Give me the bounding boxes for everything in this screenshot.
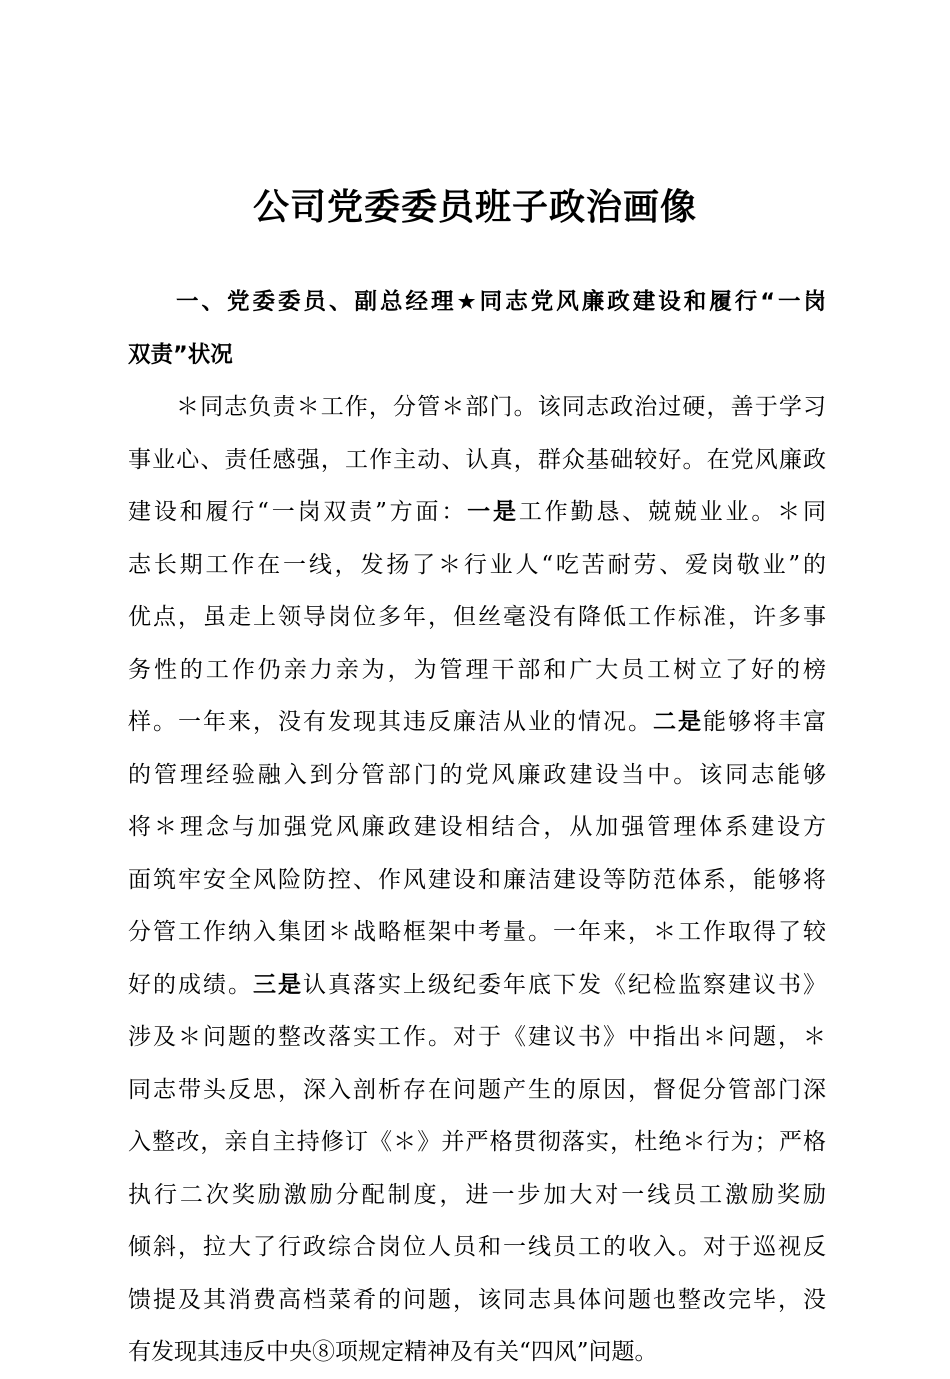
paragraph-line — [128, 1274, 826, 1327]
paragraph-text: 有发现其违反中央⑧项规定精神及有关“四风”问题。 — [128, 1339, 658, 1365]
paragraph-line — [128, 854, 826, 907]
section-heading — [128, 276, 826, 381]
paragraph-text: 涉及＊问题的整改落实工作。对于《建议书》中指出＊问题，＊ — [128, 1024, 826, 1050]
paragraph-text: 好的成绩。 — [128, 971, 253, 998]
paragraph-text: 的管理经验融入到分管部门的党风廉政建设当中。该同志能够 — [128, 761, 826, 788]
section-heading-line: 双责”状况 — [128, 341, 233, 368]
paragraph-text: 同志带头反思，深入剖析存在问题产生的原因，督促分管部门深 — [128, 1076, 826, 1103]
point-label-third: 三是 — [253, 970, 303, 998]
paragraph-line — [128, 381, 826, 434]
paragraph-line — [128, 1221, 826, 1274]
paragraph-text: 认真落实上级纪委年底下发《纪检监察建议书》 — [303, 971, 826, 998]
paragraph-line — [128, 1169, 826, 1222]
paragraph-text: ＊同志负责＊工作，分管＊部门。该同志政治过硬，善于学习 — [176, 394, 826, 420]
paragraph-line — [128, 1116, 826, 1169]
document-title: 公司党委委员班子政治画像 — [252, 187, 697, 228]
section-paragraph — [128, 381, 826, 1379]
paragraph-text: 建设和履行“一岗双责”方面： — [128, 499, 468, 525]
paragraph-line — [128, 486, 826, 539]
point-label-second: 二是 — [653, 708, 703, 735]
paragraph-line — [128, 539, 826, 592]
paragraph-line — [128, 644, 826, 697]
paragraph-line — [128, 1011, 826, 1064]
paragraph-text: 执行二次奖励激励分配制度，进一步加大对一线员工激励奖励 — [128, 1181, 826, 1208]
paragraph-text: 工作勤恳、兢兢业业。＊同 — [518, 499, 826, 525]
point-label-first: 一是 — [467, 498, 519, 525]
paragraph-line — [128, 591, 826, 644]
paragraph-text: 分管工作纳入集团＊战略框架中考量。一年来，＊工作取得了较 — [128, 919, 826, 945]
paragraph-text: 务性的工作仍亲力亲为，为管理干部和广大员工树立了好的榜 — [128, 656, 826, 683]
paragraph-line — [128, 906, 826, 959]
paragraph-text: 能够将丰富 — [703, 709, 826, 735]
paragraph-line — [128, 1064, 826, 1117]
paragraph-text: 事业心、责任感强，工作主动、认真，群众基础较好。在党风廉政 — [128, 446, 826, 473]
paragraph-text: 样。一年来，没有发现其违反廉洁从业的情况。 — [128, 709, 653, 735]
paragraph-line — [128, 696, 826, 749]
paragraph-text: 优点，虽走上领导岗位多年，但丝毫没有降低工作标准，许多事 — [128, 604, 826, 630]
paragraph-text: 倾斜，拉大了行政综合岗位人员和一线员工的收入。对于巡视反 — [128, 1234, 826, 1260]
section-heading-line: 一、党委委员、副总经理★同志党风廉政建设和履行“一岗 — [176, 289, 826, 315]
document-body — [128, 276, 826, 1379]
paragraph-text: 面筑牢安全风险防控、作风建设和廉洁建设等防范体系，能够将 — [128, 866, 826, 893]
paragraph-line — [128, 749, 826, 802]
paragraph-text: 馈提及其消费高档菜肴的问题，该同志具体问题也整改完毕，没 — [128, 1286, 826, 1313]
paragraph-line — [128, 801, 826, 854]
paragraph-line — [128, 434, 826, 487]
paragraph-line — [128, 959, 826, 1012]
paragraph-text: 入整改，亲自主持修订《＊》并严格贯彻落实，杜绝＊行为；严格 — [128, 1129, 826, 1155]
paragraph-line — [128, 1326, 826, 1379]
paragraph-text: 将＊理念与加强党风廉政建设相结合，从加强管理体系建设方 — [128, 814, 826, 840]
paragraph-text: 志长期工作在一线，发扬了＊行业人“吃苦耐劳、爱岗敬业”的 — [128, 551, 826, 578]
